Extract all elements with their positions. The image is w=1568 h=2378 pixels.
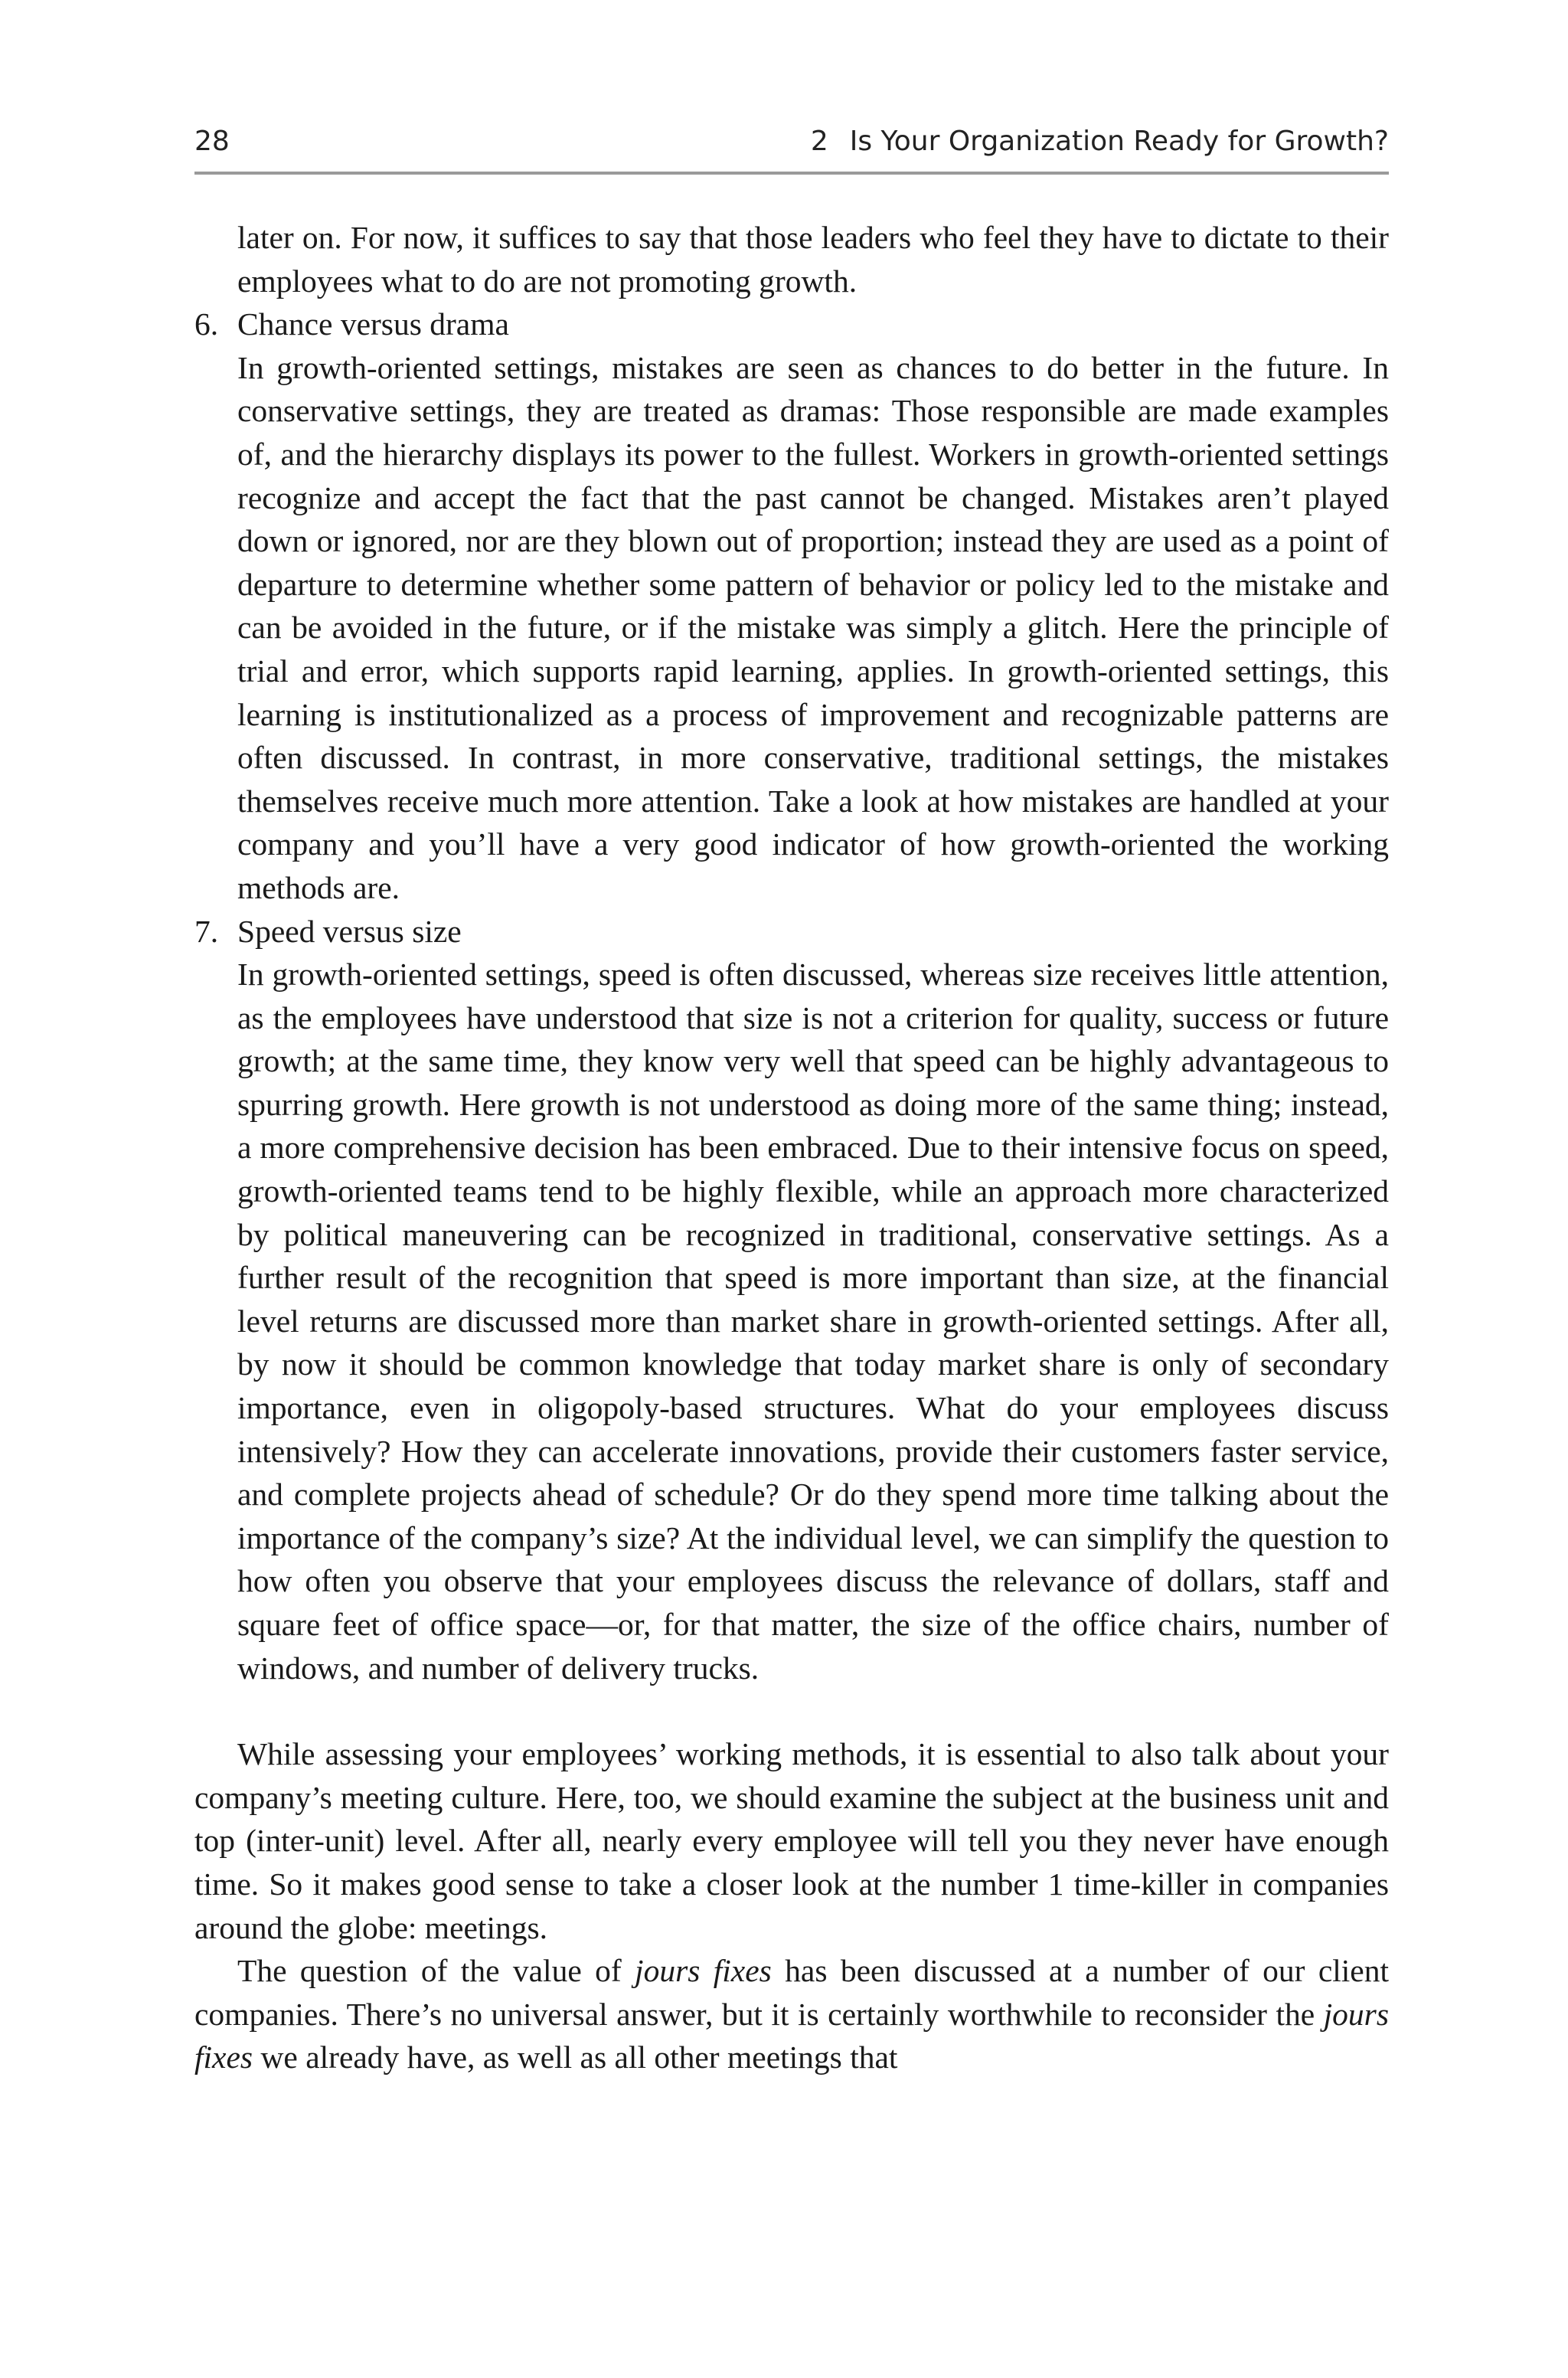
list-item-text: In growth-oriented settings, speed is often discussed, whereas size receives little attention, as the employees have understood that size is not a criterion for quality, success or future growth; at the same time, they know very well that speed can be highly advantageous to spurring growth. Here growth is not understood as doing more of the same thing; instead, a more comprehensive decision has been embraced. Due to their intensive focus on speed, growth-oriented teams tend to be highly flexible, while an approach more characterized by political maneuvering can be recognized in traditional, conservative settings. As a further result of the recognition that speed is more important than size, at the financial level returns are discussed more than market share in growth-oriented settings. After all, by now it should be common knowledge that today market share is only of secondary importance, even in oligopoly-based structures. What do your employees discuss intensively? How they can accelerate innovations, provide their customers faster service, and complete projects ahead of schedule? Or do they spend more time talking about the importance of the company’s size? At the individual level, we can simplify the question to how often you observe that your employees discuss the relevance of dollars, staff and square feet of office space—or, for that matter, the size of the office chairs, number of windows, and number of delivery trucks. xyxy=(237,957,1389,1686)
text-run: The question of the value of xyxy=(237,1953,635,1989)
list-item-title: Chance versus drama xyxy=(237,306,509,342)
paragraph-jours-fixes xyxy=(194,1949,1389,2079)
paragraph-meeting-culture: While assessing your employees’ working methods, it is essential to also talk about your company’s meeting culture. Here, too, we should examine the subject at the business unit and top (inter-unit) level. After all, nearly every employee will tell you they never have enough time. So it makes good sense to take a closer look at the number 1 time-killer in companies around the globe: meetings. xyxy=(194,1736,1389,1945)
list-item xyxy=(194,910,1389,1690)
list-item-number: 7. xyxy=(194,913,219,949)
item-continuation: later on. For now, it suffices to say that those leaders who feel they have to dictate to their employees what to do are not promoting growth. xyxy=(237,220,1389,299)
text-run: we already have, as well as all other meetings that xyxy=(253,2039,898,2075)
page-number: 28 xyxy=(194,126,230,157)
list-item xyxy=(194,303,1389,909)
chapter-number: 2 xyxy=(810,126,828,157)
text-run: has been discussed at a number of our client companies. There’s no universal answer, but it is certainly worthwhile to reconsider the xyxy=(194,1953,1390,2032)
body-text xyxy=(194,216,1389,2079)
list-item-text: In growth-oriented settings, mistakes are seen as chances to do better in the future. In conservative settings, they are treated as dramas: Those responsible are made examples of, and the hierarchy displays its power to the fullest. Workers in growth-oriented settings recognize and accept the fact that the past cannot be changed. Mistakes aren’t played down or ignored, nor are they blown out of proportion; instead they are used as a point of departure to determine whether some pattern of behavior or policy led to the mistake and can be avoided in the future, or if the mistake was simply a glitch. Here the principle of trial and error, which supports rapid learning, applies. In growth-oriented settings, this learning is institutionalized as a process of improvement and recognizable patterns are often discussed. In contrast, in more conservative, traditional settings, the mistakes themselves receive much more attention. Take a look at how mistakes are handled at your company and you’ll have a very good indicator of how growth-oriented the working methods are. xyxy=(237,349,1389,905)
list-item-number: 6. xyxy=(194,306,219,342)
section-gap xyxy=(194,1689,1389,1732)
italic-term: jours fixes xyxy=(635,1953,772,1989)
italic-term: jours fixes xyxy=(194,1996,1389,2075)
header-rule xyxy=(194,172,1389,175)
chapter-title: Is Your Organization Ready for Growth? xyxy=(849,126,1389,157)
list-item-title: Speed versus size xyxy=(237,913,462,949)
running-head xyxy=(194,126,1389,162)
chapter-heading xyxy=(811,126,1389,157)
